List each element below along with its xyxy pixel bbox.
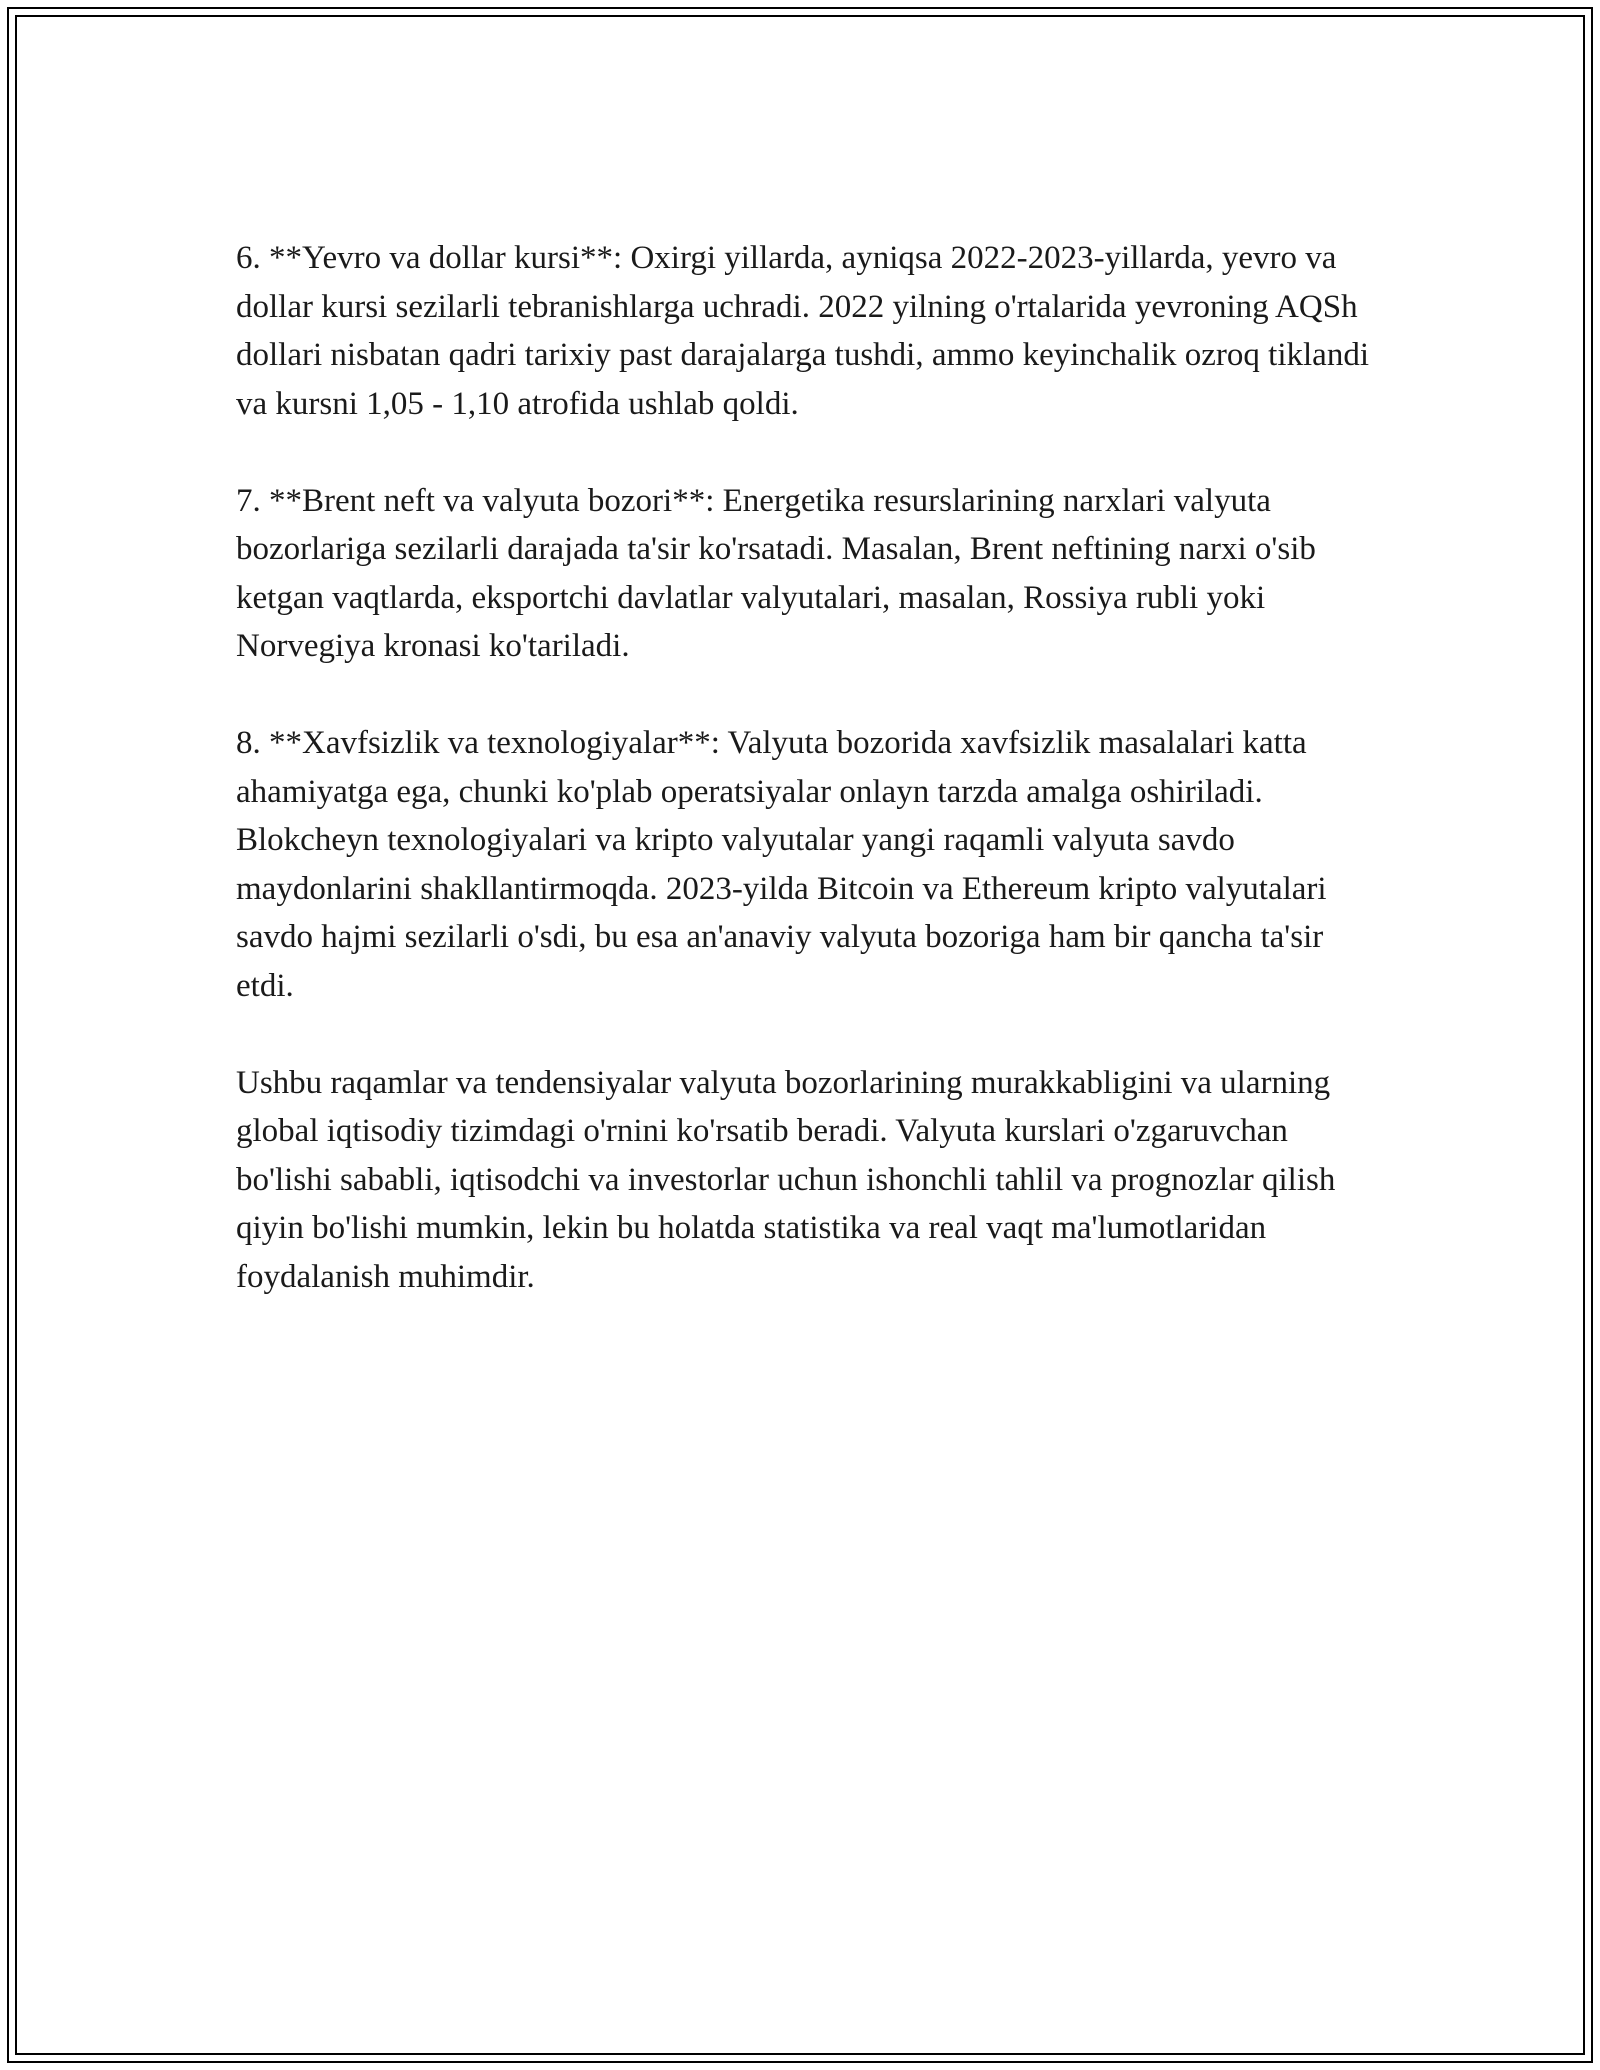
paragraph-brent-oil-currency-market: 7. **Brent neft va valyuta bozori**: Energetika resurslarining narxlari valyuta bozorlariga sezilarli darajada ta'sir ko'rsatadi. Masalan, Brent neftining narxi o'sib ketgan vaqtlarda, eksportchi davlatlar valyutalari, masalan, Rossiya rubli yoki Norvegiya kronasi ko'tariladi. bbox=[236, 482, 1316, 664]
document-body bbox=[236, 234, 1376, 1350]
paragraph-security-technology: 8. **Xavfsizlik va texnologiyalar**: Valyuta bozorida xavfsizlik masalalari katta ahamiyatga ega, chunki ko'plab operatsiyalar onlayn tarzda amalga oshiriladi. Blokcheyn texnologiyalari va kripto valyutalar yangi raqamli valyuta savdo maydonlarini shakllantirmoqda. 2023-yilda Bitcoin va Ethereum kripto valyutalari savdo hajmi sezilarli o'sdi, bu esa an'anaviy valyuta bozoriga ham bir qancha ta'sir etdi. bbox=[236, 725, 1327, 1004]
paragraph-euro-dollar-rate: 6. **Yevro va dollar kursi**: Oxirgi yillarda, ayniqsa 2022-2023-yillarda, yevro va dollar kursi sezilarli tebranishlarga uchradi. 2022 yilning o'rtalarida yevroning AQSh dollari nisbatan qadri tarixiy past darajalarga tushdi, ammo keyinchalik ozroq tiklandi va kursni 1,05 - 1,10 atrofida ushlab qoldi. bbox=[236, 240, 1369, 422]
paragraph-conclusion: Ushbu raqamlar va tendensiyalar valyuta bozorlarining murakkabligini va ularning global iqtisodiy tizimdagi o'rnini ko'rsatib beradi. Valyuta kurslari o'zgaruvchan bo'lishi sababli, iqtisodchi va investorlar uchun ishonchli tahlil va prognozlar qilish qiyin bo'lishi mumkin, lekin bu holatda statistika va real vaqt ma'lumotlaridan foydalanish muhimdir. bbox=[236, 1064, 1336, 1295]
